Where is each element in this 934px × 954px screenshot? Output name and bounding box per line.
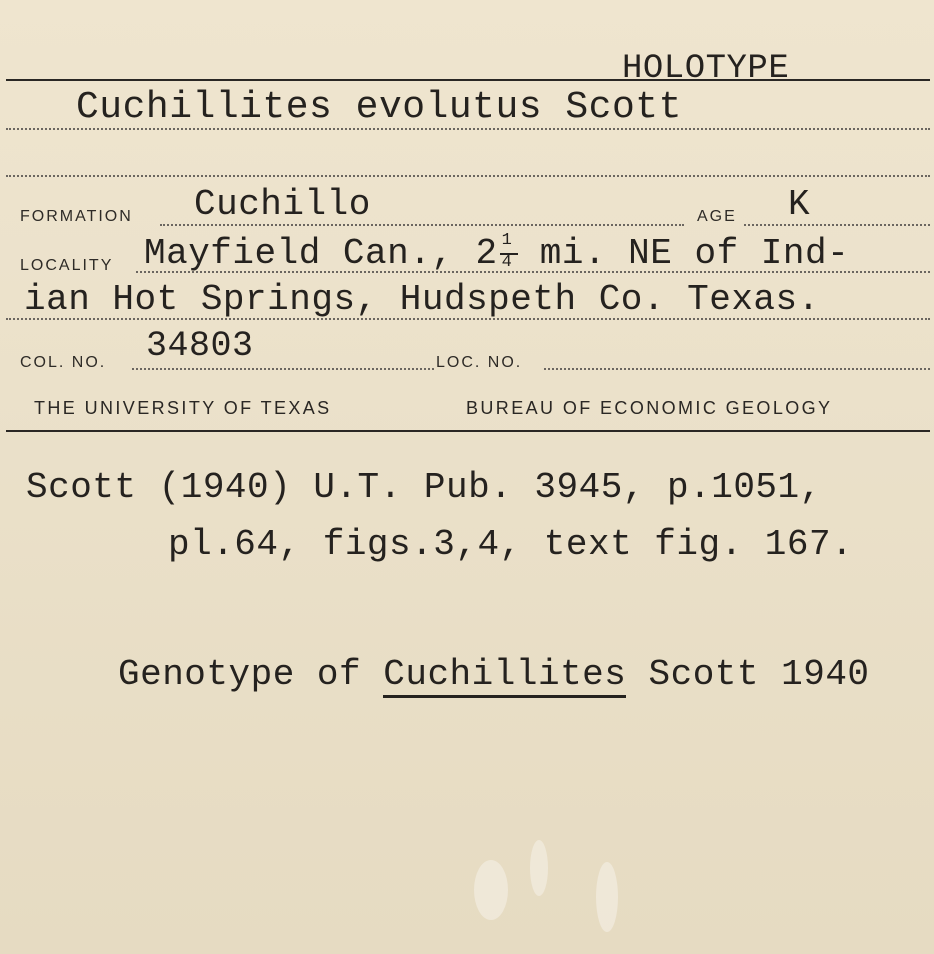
formation-value: Cuchillo (194, 184, 371, 225)
formation-rule (160, 224, 684, 226)
locality-line-1-end: mi. NE of Ind- (517, 233, 850, 274)
age-label: AGE (697, 208, 737, 225)
reference-line-2: pl.64, figs.3,4, text fig. 167. (168, 524, 854, 565)
locality-rule (136, 271, 930, 273)
paper-wear-mark (596, 862, 618, 932)
locality-line-2: ian Hot Springs, Hudspeth Co. Texas. (24, 279, 820, 320)
top-rule (6, 79, 930, 81)
locality-line-1-start: Mayfield Can., 2 (144, 233, 498, 274)
col-no-value: 34803 (146, 326, 254, 366)
fraction-denominator: 4 (501, 253, 513, 272)
age-rule (744, 224, 930, 226)
fraction (498, 231, 518, 272)
reference-line-1: Scott (1940) U.T. Pub. 3945, p.1051, (26, 467, 822, 508)
col-no-rule (132, 368, 434, 370)
locality-line-1 (144, 233, 849, 274)
genotype-suffix: Scott 1940 (626, 654, 870, 695)
locality-rule-2 (6, 318, 930, 320)
genotype-prefix: Genotype of (118, 654, 384, 695)
genus-name: Cuchillites (383, 654, 626, 698)
type-status: HOLOTYPE (622, 50, 790, 88)
genotype-note (118, 654, 870, 695)
taxon-rule (6, 128, 930, 130)
institution-university: THE UNIVERSITY OF TEXAS (34, 398, 332, 418)
loc-no-label: LOC. NO. (436, 354, 523, 371)
paper-wear-mark (474, 860, 508, 920)
formation-label: FORMATION (20, 208, 133, 225)
fraction-numerator: 1 (501, 231, 513, 250)
locality-label: LOCALITY (20, 257, 114, 274)
loc-no-rule (544, 368, 930, 370)
bottom-rule (6, 430, 930, 432)
taxon-name: Cuchillites evolutus Scott (76, 86, 682, 129)
age-value: K (788, 184, 811, 225)
blank-rule (6, 175, 930, 177)
col-no-label: COL. NO. (20, 354, 107, 371)
institution-bureau: BUREAU OF ECONOMIC GEOLOGY (466, 398, 833, 418)
paper-wear-mark (530, 840, 548, 896)
